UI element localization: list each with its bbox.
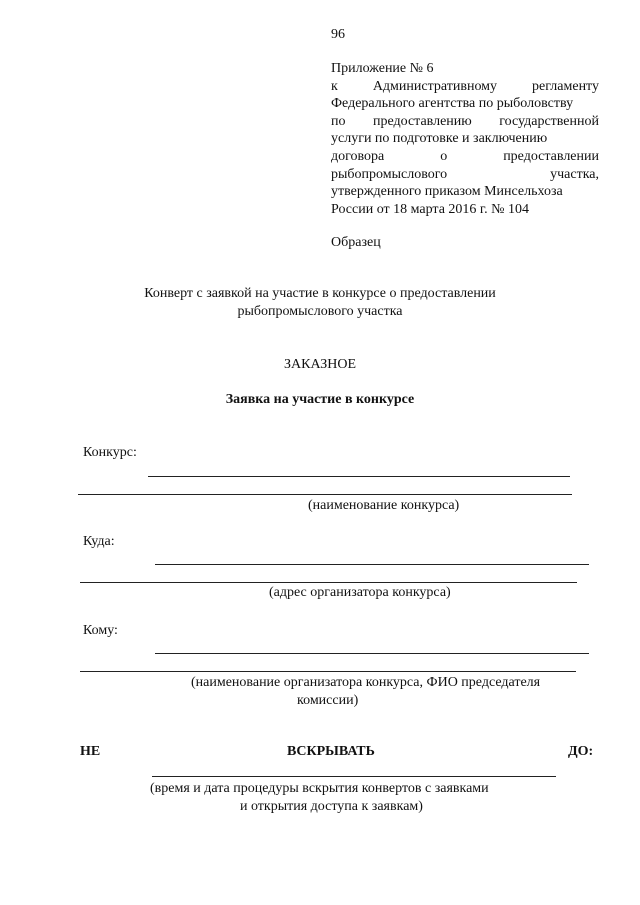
to-where-line-2 xyxy=(80,582,577,583)
to-where-label: Куда: xyxy=(83,534,115,549)
appendix-word: к xyxy=(331,78,338,94)
to-whom-line-1 xyxy=(155,653,589,654)
appendix-word: Федерального агентства по рыболовству xyxy=(331,96,574,112)
appendix-line xyxy=(331,95,599,113)
do-not-open-word-1: НЕ xyxy=(80,744,101,759)
do-not-open-word-3: ДО: xyxy=(568,744,594,759)
appendix-word: регламенту xyxy=(532,78,599,94)
to-whom-hint-line-2: комиссии) xyxy=(297,693,359,708)
to-whom-line-2 xyxy=(80,671,576,672)
appendix-word: утвержденного приказом Минсельхоза xyxy=(331,184,563,200)
appendix-word: предоставлении xyxy=(503,148,599,164)
opening-hint-line-1: (время и дата процедуры вскрытия конвертов с заявками xyxy=(150,781,489,796)
heading-line-2: рыбопромыслового участка xyxy=(237,304,403,319)
appendix-title: Приложение № 6 xyxy=(331,61,434,76)
appendix-word: предоставлению xyxy=(372,113,472,129)
appendix-word: о xyxy=(440,148,448,164)
contest-line-2 xyxy=(78,494,572,495)
contest-hint: (наименование конкурса) xyxy=(308,498,460,513)
appendix-line xyxy=(331,166,599,184)
to-where-hint: (адрес организатора конкурса) xyxy=(269,585,451,600)
to-whom-hint-line-1: (наименование организатора конкурса, ФИО председателя xyxy=(191,675,541,690)
appendix-word: по xyxy=(331,113,346,129)
opening-date-line xyxy=(152,776,556,777)
appendix-block xyxy=(331,60,599,218)
appendix-line xyxy=(331,148,599,166)
sample-label: Образец xyxy=(331,235,381,250)
contest-line-1 xyxy=(148,476,570,477)
appendix-word: государственной xyxy=(499,113,599,129)
appendix-line xyxy=(331,78,599,96)
heading-line-1: Конверт с заявкой на участие в конкурсе о предоставлении xyxy=(144,286,496,301)
appendix-word: договора xyxy=(331,148,385,164)
appendix-word: участка, xyxy=(550,166,599,182)
to-whom-label: Кому: xyxy=(83,623,118,638)
to-where-line-1 xyxy=(155,564,589,565)
appendix-word: услуги по подготовке и заключению xyxy=(331,131,548,147)
appendix-word: Административному xyxy=(372,78,498,94)
appendix-line xyxy=(331,130,599,148)
appendix-line xyxy=(331,183,599,201)
application-title: Заявка на участие в конкурсе xyxy=(225,392,415,407)
opening-hint-line-2: и открытия доступа к заявкам) xyxy=(240,799,423,814)
appendix-line xyxy=(331,113,599,131)
contest-label: Конкурс: xyxy=(83,445,137,460)
appendix-text xyxy=(331,78,599,219)
appendix-word: рыбопромыслового xyxy=(331,166,448,182)
appendix-word: России от 18 марта 2016 г. № 104 xyxy=(331,201,529,217)
appendix-line xyxy=(331,201,599,219)
page-number: 96 xyxy=(331,27,345,42)
do-not-open-word-2: ВСКРЫВАТЬ xyxy=(287,744,375,759)
registered-label: ЗАКАЗНОЕ xyxy=(283,357,356,372)
